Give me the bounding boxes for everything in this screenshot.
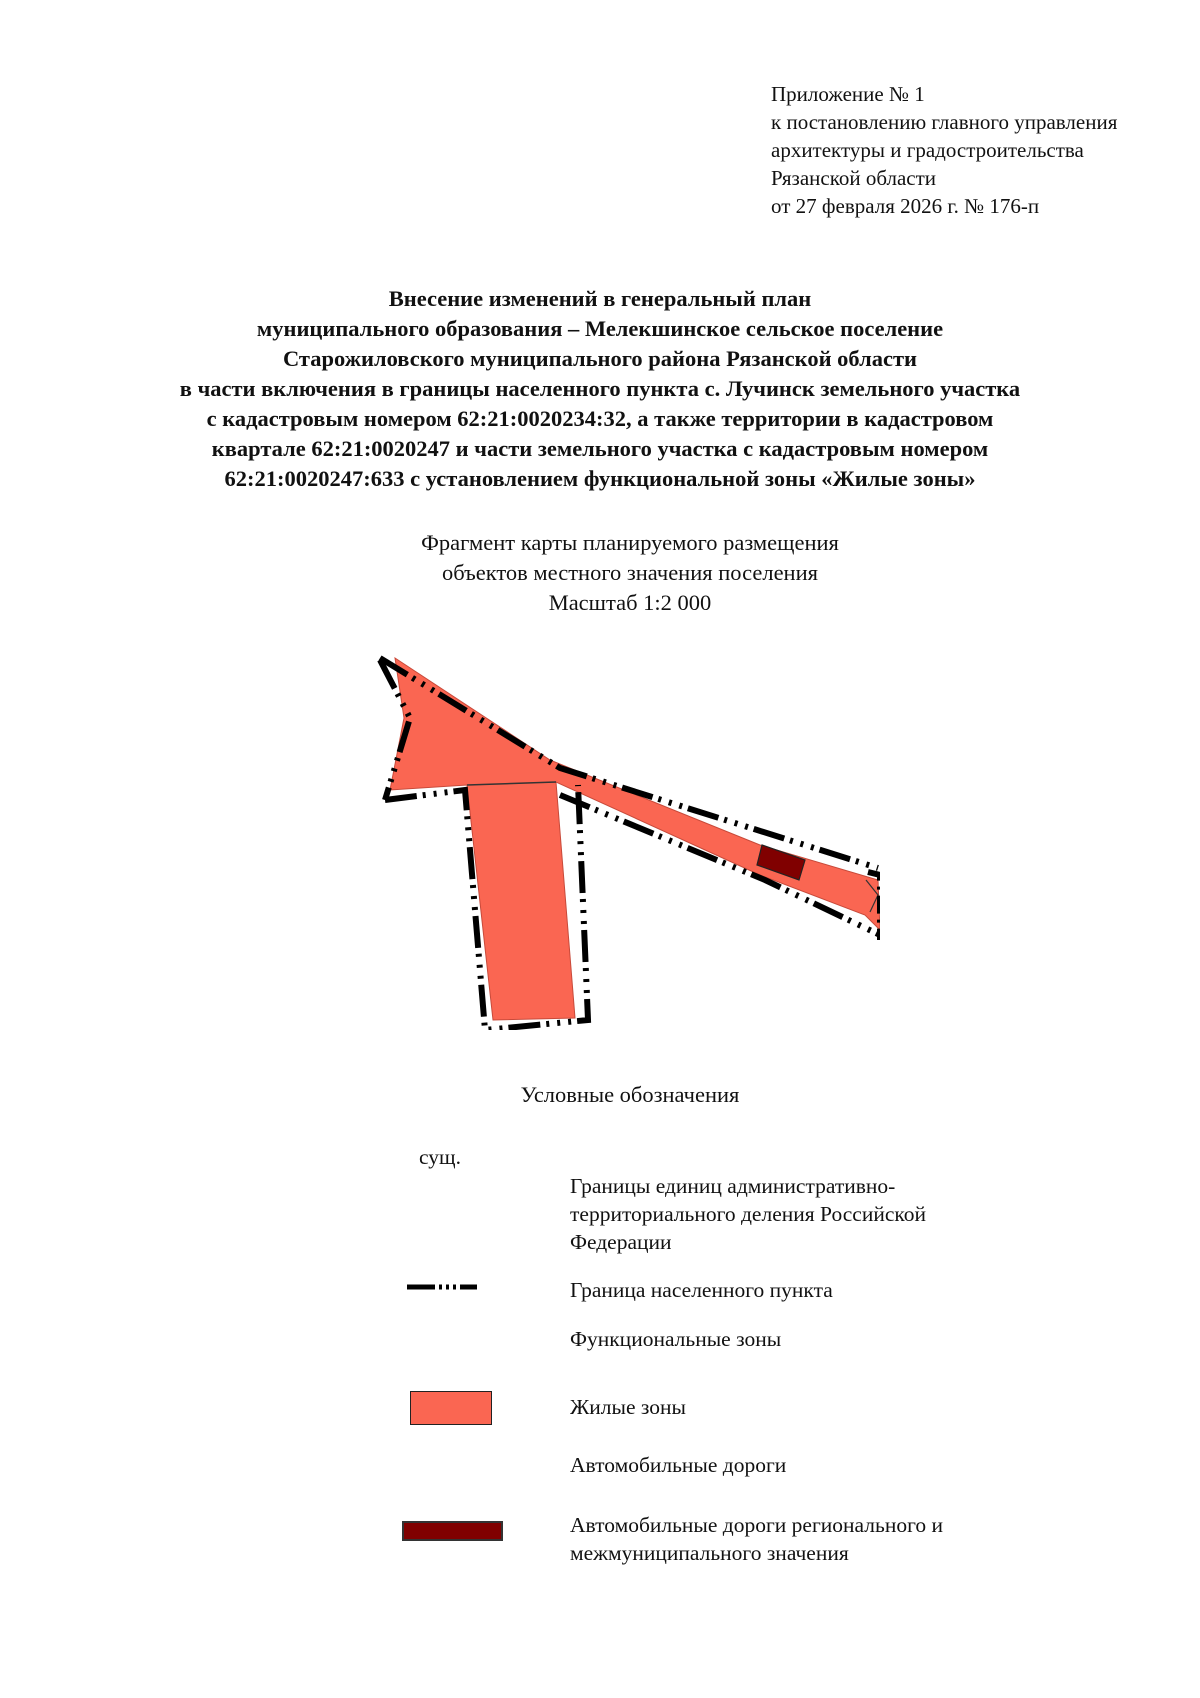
legend-existing-label: сущ. [419, 1145, 461, 1169]
legend-settlement-border-label: Граница населенного пункта [570, 1278, 833, 1302]
regional-road-symbol [402, 1521, 503, 1541]
document-title [0, 284, 1200, 494]
legend-regional-roads-label: Автомобильные дороги регионального и межмуниципального значения [570, 1513, 943, 1565]
title-line: муниципального образования – Мелекшинское сельское поселение [256, 316, 944, 341]
appendix-block [771, 80, 1117, 220]
map-subtitle [0, 528, 1200, 618]
map-scale: Масштаб 1:2 000 [548, 590, 712, 615]
residential-zone-symbol [410, 1391, 492, 1425]
title-line: 62:21:0020247:633 с установлением функциональной зоны «Жилые зоны» [224, 466, 976, 491]
map-fragment [360, 640, 880, 1030]
title-line: с кадастровым номером 62:21:0020234:32, а также территории в кадастровом [206, 406, 994, 431]
appendix-line: от 27 февраля 2026 г. № 176-п [771, 194, 1040, 218]
subtitle-line-2: объектов местного значения поселения [442, 560, 818, 585]
legend-residential-label: Жилые зоны [570, 1395, 686, 1419]
title-line: Внесение изменений в генеральный план [388, 286, 812, 311]
appendix-line: к постановлению главного управления [771, 110, 1118, 134]
legend-admin-border-label: Границы единиц административно-территориального деления Российской Федерации [570, 1174, 926, 1254]
appendix-line: Приложение № 1 [771, 82, 925, 106]
appendix-line: архитектуры и градостроительства [771, 138, 1084, 162]
title-line: Старожиловского муниципального района Рязанской области [282, 346, 917, 371]
title-line: в части включения в границы населенного пункта с. Лучинск земельного участка [179, 376, 1021, 401]
appendix-line: Рязанской области [771, 166, 937, 190]
legend-roads-label: Автомобильные дороги [570, 1453, 787, 1477]
subtitle-line-1: Фрагмент карты планируемого размещения [421, 530, 839, 555]
legend-functional-zones-label: Функциональные зоны [570, 1327, 782, 1351]
title-line: квартале 62:21:0020247 и части земельного участка с кадастровым номером [211, 436, 989, 461]
settlement-border-symbol [407, 1280, 477, 1294]
legend-title: Условные обозначения [520, 1082, 740, 1107]
